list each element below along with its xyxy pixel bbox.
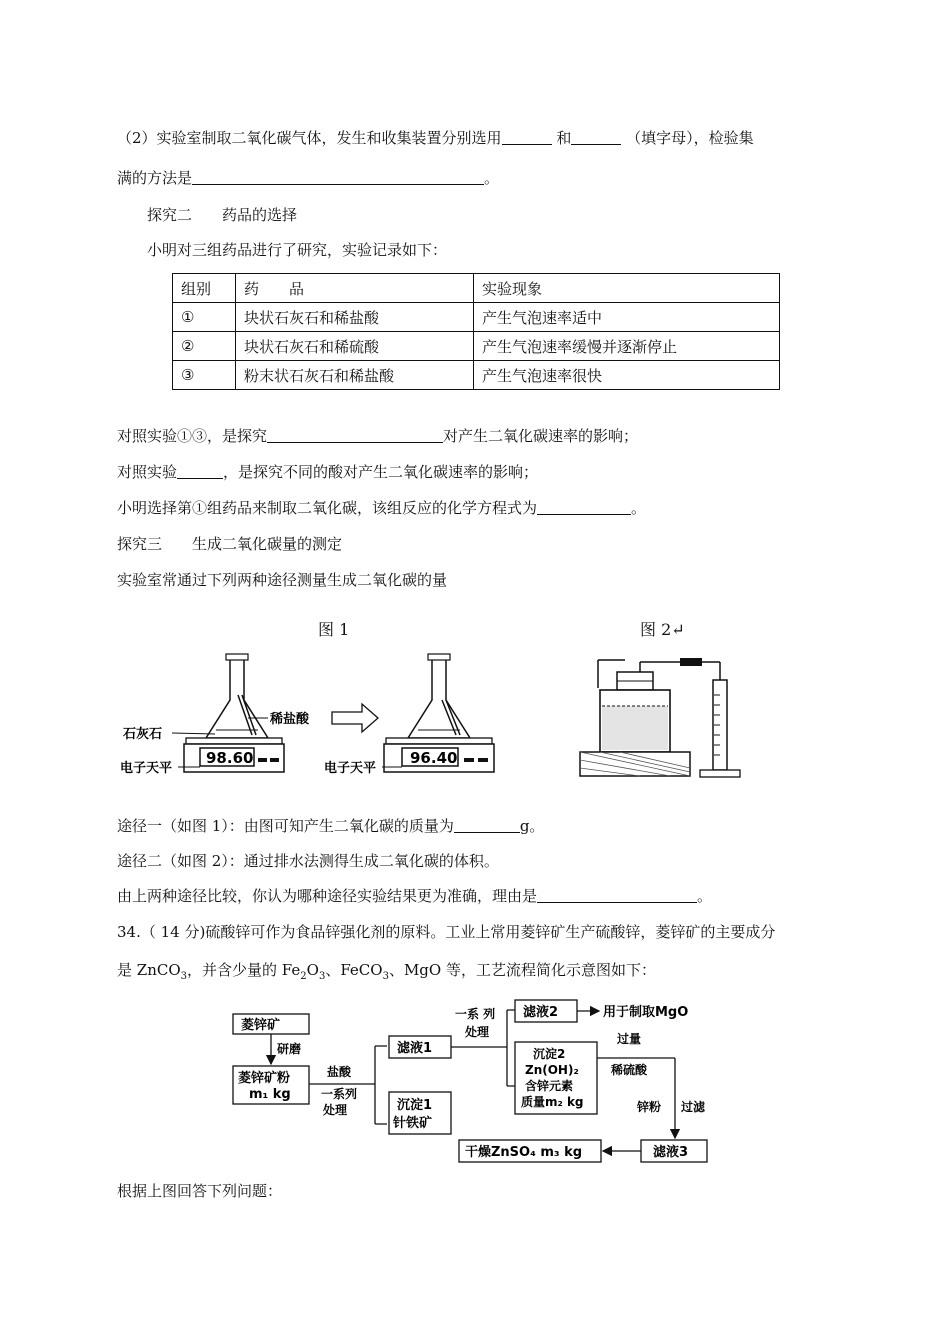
box-ore: 菱锌矿 <box>241 1018 281 1033</box>
box-powder-mass: m₁ kg <box>249 1087 291 1102</box>
subscript: 3 <box>318 971 326 982</box>
label-hcl-flow: 盐酸 <box>327 1065 352 1079</box>
question-text: 对照实验①③，是探究 <box>117 427 268 445</box>
explore2-heading: 探究二 药品的选择 <box>147 206 298 224</box>
question-text: ，是探究不同的酸对产生二氧化碳速率的影响； <box>223 463 539 481</box>
table-cell: ② <box>173 332 236 361</box>
q34-closing: 根据上图回答下列问题： <box>117 1182 283 1200</box>
answer-blank[interactable] <box>537 499 631 515</box>
figure2-caption: 图 2↵ <box>640 620 685 639</box>
label-limestone: 石灰石 <box>123 727 163 742</box>
box-zn-content: 含锌元素 <box>525 1079 574 1093</box>
q2-text-a: （2）实验室制取二氧化碳气体，发生和收集装置分别选用 <box>117 129 502 147</box>
question-b <box>117 462 538 482</box>
answer-blank[interactable] <box>502 129 552 145</box>
arrow-icon <box>332 704 378 732</box>
label-series2: 一系 列 <box>455 1007 496 1021</box>
answer-blank[interactable] <box>192 169 484 185</box>
label-dilute-h2so4: 稀硫酸 <box>611 1063 648 1077</box>
q34-text: 、FeCO <box>325 961 383 979</box>
table-cell: 产生气泡速率缓慢并逐渐停止 <box>474 332 780 361</box>
label-zn-powder: 锌粉 <box>637 1100 662 1114</box>
way1 <box>117 816 544 836</box>
table-cell: 粉末状石灰石和稀盐酸 <box>236 361 474 390</box>
table-cell: ① <box>173 303 236 332</box>
label-process2: 处理 <box>465 1025 490 1039</box>
answer-blank[interactable] <box>537 887 697 903</box>
flask-before <box>206 654 268 738</box>
box-filtrate2: 滤液2 <box>523 1005 559 1020</box>
label-balance-left: 电子天平 <box>120 761 173 776</box>
comparison <box>117 886 712 906</box>
label-mgo: 用于制取MgO <box>603 1005 689 1020</box>
answer-blank[interactable] <box>177 463 223 479</box>
figure1-caption: 图 1 <box>318 620 350 639</box>
flask-after <box>408 654 470 738</box>
table-cell: 产生气泡速率很快 <box>474 361 780 390</box>
answer-blank[interactable] <box>571 129 621 145</box>
q34-text: ，并含少量的 Fe <box>187 961 301 979</box>
table-row <box>173 361 780 390</box>
table-header-row <box>173 274 780 303</box>
table-cell: 产生气泡速率适中 <box>474 303 780 332</box>
comparison-end: 。 <box>697 887 713 905</box>
experiment-table <box>172 273 780 390</box>
box-filtrate1: 滤液1 <box>397 1041 433 1056</box>
q34-line1: 34.（ 14 分)硫酸锌可作为食品锌强化剂的原料。工业上常用菱锌矿生产硫酸锌，菱锌矿的主要成分 <box>117 923 776 941</box>
table-row <box>173 303 780 332</box>
question-c <box>117 498 646 518</box>
box-precipitate1: 沉淀1 <box>397 1098 433 1113</box>
table-cell: 块状石灰石和稀盐酸 <box>236 303 474 332</box>
q2-text-d: 满的方法是 <box>117 169 193 187</box>
box-precipitate2: 沉淀2 <box>533 1047 566 1061</box>
way1-text: 途径一（如图 1）：由图可知产生二氧化碳的质量为 <box>117 817 454 835</box>
explore2-intro: 小明对三组药品进行了研究，实验记录如下： <box>147 241 448 259</box>
label-grind: 研磨 <box>277 1042 302 1056</box>
table-header: 药 品 <box>236 274 474 303</box>
table-row <box>173 332 780 361</box>
table-header: 组别 <box>173 274 236 303</box>
way1-unit: g。 <box>519 817 545 835</box>
question-text: 对照实验 <box>117 463 178 481</box>
label-filter: 过滤 <box>681 1100 706 1114</box>
process-flow-diagram <box>225 996 725 1166</box>
answer-blank[interactable] <box>454 817 520 833</box>
table-cell: 块状石灰石和稀硫酸 <box>236 332 474 361</box>
question-text: 。 <box>631 499 647 517</box>
box-zn-mass: 质量m₂ kg <box>521 1095 584 1109</box>
table-cell: ③ <box>173 361 236 390</box>
q2-line2 <box>117 168 499 188</box>
answer-blank[interactable] <box>267 427 443 443</box>
question-text: 小明选择第①组药品来制取二氧化碳，该组反应的化学方程式为 <box>117 499 538 517</box>
subscript: 2 <box>300 971 307 982</box>
box-zn-oh: Zn(OH)₂ <box>525 1063 579 1077</box>
balance-reading-before: 98.60 <box>206 749 254 767</box>
q2-text-c: （填字母），检验集 <box>626 129 754 147</box>
subscript: 3 <box>180 971 188 982</box>
label-excess: 过量 <box>617 1032 642 1046</box>
q34-line2 <box>117 960 656 987</box>
label-balance-right: 电子天平 <box>324 761 377 776</box>
table-header: 实验现象 <box>474 274 780 303</box>
water-displacement-apparatus <box>580 658 740 777</box>
label-series: 一系列 <box>321 1087 358 1101</box>
explore3-heading: 探究三 生成二氧化碳量的测定 <box>117 535 343 553</box>
q34-text: 、MgO 等，工艺流程简化示意图如下： <box>388 961 656 979</box>
way2: 途径二（如图 2）：通过排水法测得生成二氧化碳的体积。 <box>117 852 499 870</box>
comparison-text: 由上两种途径比较，你认为哪种途径实验结果更为准确，理由是 <box>117 887 538 905</box>
balance-reading-after: 96.40 <box>410 749 458 767</box>
q34-text: 是 ZnCO <box>117 961 181 979</box>
q34-text: O <box>306 961 319 979</box>
box-powder: 菱锌矿粉 <box>238 1071 291 1086</box>
question-text: 对产生二氧化碳速率的影响； <box>443 427 639 445</box>
q2-text-end: 。 <box>484 169 500 187</box>
label-hcl: 稀盐酸 <box>270 712 310 727</box>
question-a <box>117 426 638 446</box>
apparatus-figures <box>120 650 760 785</box>
label-process: 处理 <box>323 1103 348 1117</box>
box-goethite: 针铁矿 <box>393 1116 433 1131</box>
q2-text-b: 和 <box>556 129 572 147</box>
explore3-intro: 实验室常通过下列两种途径测量生成二氧化碳的量 <box>117 571 448 589</box>
box-product: 干燥ZnSO₄ m₃ kg <box>465 1145 583 1160</box>
q2-line1 <box>117 128 754 148</box>
subscript: 3 <box>382 971 389 982</box>
box-filtrate3: 滤液3 <box>653 1145 689 1160</box>
